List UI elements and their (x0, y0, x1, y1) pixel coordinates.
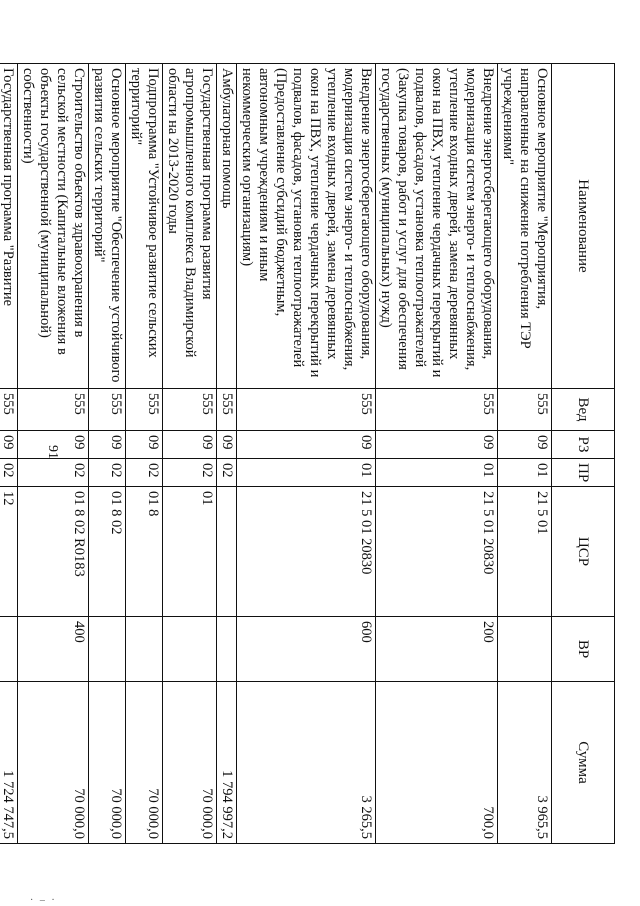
cell-csr: 01 8 02 (89, 487, 126, 617)
table-row (89, 64, 126, 844)
cell-name: Государственная программа "Развитие (0, 64, 18, 389)
cell-name: Государственная программа развития агропромышленного комплекса Владимирской области на 2013-2020 годы (163, 64, 217, 389)
cell-ved: 555 (217, 389, 237, 431)
cell-name: Основное мероприятие "Мероприятия, направленные на снижение потребления ТЭР учреждениями" (498, 64, 552, 389)
cell-ved: 555 (498, 389, 552, 431)
table-row (18, 64, 89, 844)
cell-rz: 09 (18, 431, 89, 459)
table-row (498, 64, 552, 844)
cell-sum: 3 265,5 (237, 682, 376, 844)
cell-rz: 09 (89, 431, 126, 459)
cell-pr: 01 (498, 459, 552, 487)
cell-pr: 01 (376, 459, 498, 487)
cell-ved: 555 (18, 389, 89, 431)
cell-csr: 12 (0, 487, 18, 617)
table-row (163, 64, 217, 844)
cell-csr: 01 8 (126, 487, 163, 617)
cell-sum: 70 000,0 (89, 682, 126, 844)
cell-sum: 70 000,0 (18, 682, 89, 844)
cell-vr (498, 617, 552, 682)
cell-vr (126, 617, 163, 682)
cell-rz: 09 (163, 431, 217, 459)
cell-vr: 600 (237, 617, 376, 682)
table-row (376, 64, 498, 844)
cell-rz: 09 (376, 431, 498, 459)
cell-ved: 555 (237, 389, 376, 431)
page-number: 91 (45, 445, 60, 459)
table-row (126, 64, 163, 844)
header-pr: ПР (552, 459, 615, 487)
header-sum: Сумма (552, 682, 615, 844)
cell-vr: 400 (18, 617, 89, 682)
header-csr: ЦСР (552, 487, 615, 617)
cell-ved: 555 (0, 389, 18, 431)
header-name: Наименование (552, 64, 615, 389)
cell-vr: 200 (376, 617, 498, 682)
header-rz: РЗ (552, 431, 615, 459)
cell-vr (217, 617, 237, 682)
cell-ved: 555 (126, 389, 163, 431)
cell-sum: 1 794 997,2 (217, 682, 237, 844)
cell-csr: 01 (163, 487, 217, 617)
cell-rz: 09 (217, 431, 237, 459)
cell-ved: 555 (163, 389, 217, 431)
cell-pr: 02 (0, 459, 18, 487)
cell-csr: 21 5 01 (498, 487, 552, 617)
table-body (0, 64, 552, 844)
cell-vr (0, 617, 18, 682)
cell-ved: 555 (376, 389, 498, 431)
cell-ved: 555 (89, 389, 126, 431)
cell-pr: 02 (126, 459, 163, 487)
table-row (0, 64, 18, 844)
cell-name: Внедрение энергосберегающего оборудования, модернизация систем энерго- и теплоснабжения, утепление входных дверей, замена деревянных окон на ПВХ, утепление чердачных перекрытий и подвалов, фасадов, установка теплоотражателей (Закупка товаров, работ и услуг для обеспечения государственных (муниципальных) нужд) (376, 64, 498, 389)
cell-vr (89, 617, 126, 682)
cell-pr: 02 (163, 459, 217, 487)
cell-name: Основное мероприятие "Обеспечение устойчивого развития сельских территорий" (89, 64, 126, 389)
header-ved: Вед (552, 389, 615, 431)
cell-rz: 09 (237, 431, 376, 459)
cell-sum: 70 000,0 (126, 682, 163, 844)
cell-sum: 70 000,0 (163, 682, 217, 844)
cell-vr (163, 617, 217, 682)
cell-name: Подпрограмма "Устойчивое развитие сельских территорий" (126, 64, 163, 389)
cell-name: Строительство объектов здравоохранения в сельской местности (Капитальные вложения в объекты государственной (муниципальной) собственности) (18, 64, 89, 389)
table-row (237, 64, 376, 844)
table-row (217, 64, 237, 844)
cell-rz: 09 (126, 431, 163, 459)
cell-sum: 1 724 747,5 (0, 682, 18, 844)
cell-sum: 3 965,5 (498, 682, 552, 844)
cell-rz: 09 (498, 431, 552, 459)
cell-pr: 02 (89, 459, 126, 487)
cell-csr: 01 8 02 R0183 (18, 487, 89, 617)
cell-name: Внедрение энергосберегающего оборудования, модернизация систем энерго- и теплоснабжения, утепление входных дверей, замена деревянных окон на ПВХ, утепление чердачных перекрытий и подвалов, фасадов, установка теплоотражателей (Предоставление субсидий бюджетным, автономным учреждениям и иным некоммерческим организациям) (237, 64, 376, 389)
header-vr: ВР (552, 617, 615, 682)
budget-table (0, 63, 615, 844)
scan-artifact: · – · (30, 895, 57, 906)
cell-csr (217, 487, 237, 617)
table-header-row (552, 64, 615, 844)
cell-pr: 01 (237, 459, 376, 487)
cell-csr: 21 5 01 20830 (376, 487, 498, 617)
cell-pr: 02 (18, 459, 89, 487)
cell-pr: 02 (217, 459, 237, 487)
cell-name: Амбулаторная помощь (217, 64, 237, 389)
cell-rz: 09 (0, 431, 18, 459)
cell-csr: 21 5 01 20830 (237, 487, 376, 617)
cell-sum: 700,0 (376, 682, 498, 844)
